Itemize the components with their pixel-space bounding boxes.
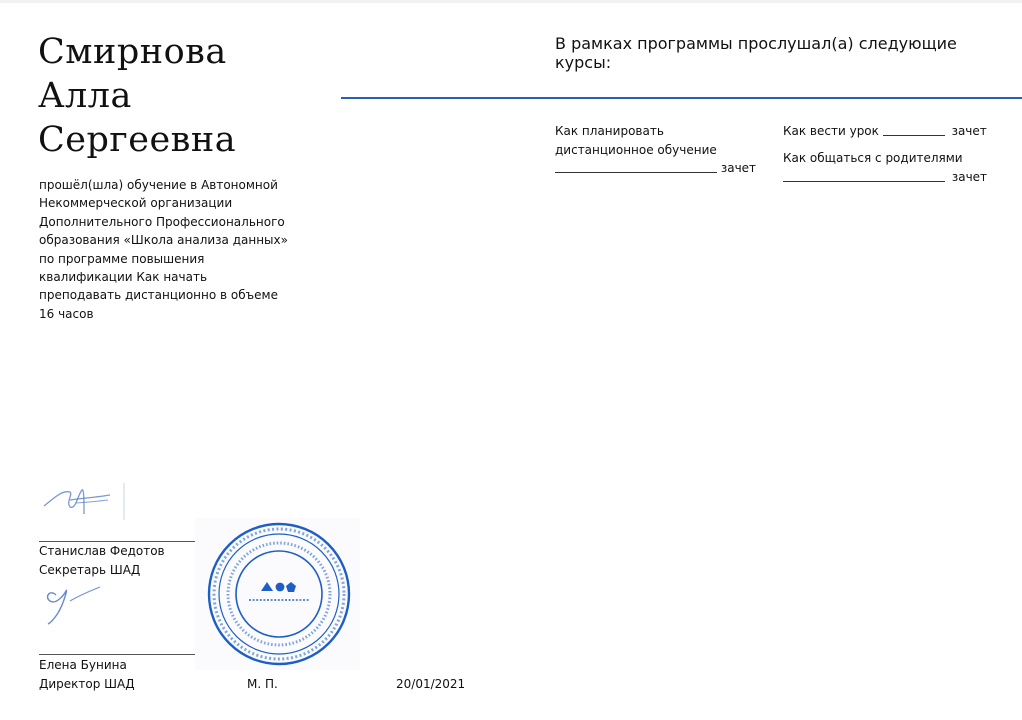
blank-line bbox=[883, 124, 945, 136]
signature-line bbox=[39, 654, 209, 655]
signatory-name: Елена Бунина bbox=[39, 658, 127, 672]
signatory-role: Директор ШАД bbox=[39, 676, 135, 691]
signatory-role: Секретарь ШАД bbox=[39, 562, 141, 577]
course-result: зачет bbox=[720, 161, 757, 175]
course-title: Как общаться с родителями bbox=[783, 151, 963, 165]
signatory-name: Станислав Федотов bbox=[39, 544, 165, 558]
organization-seal bbox=[195, 518, 360, 670]
course-title: Как планировать bbox=[555, 124, 664, 138]
course-result: зачет bbox=[951, 169, 988, 184]
recipient-surname: Смирнова bbox=[38, 32, 227, 72]
course-title: Как вести урок bbox=[783, 124, 879, 138]
course-item bbox=[783, 149, 1003, 186]
course-item bbox=[783, 122, 1003, 141]
completion-description: прошёл(шла) обучение в Автономной Некоммерческой организации Дополнительного Профессионального образования «Школа анализа данных» по программе повышения квалификации Как начать преподавать дистанционно в объеме 16 часов bbox=[39, 178, 288, 321]
signature-image bbox=[40, 480, 135, 525]
seal-place-label: М. П. bbox=[247, 677, 278, 691]
accent-divider bbox=[341, 97, 1022, 99]
course-item bbox=[555, 122, 765, 178]
blank-line bbox=[783, 170, 945, 182]
course-title-continued: дистанционное обучение bbox=[555, 142, 717, 157]
course-result: зачет bbox=[951, 124, 987, 138]
signature-image bbox=[40, 583, 110, 625]
page-top-edge bbox=[0, 0, 1022, 3]
issue-date: 20/01/2021 bbox=[396, 677, 466, 691]
recipient-patronymic: Сергеевна bbox=[38, 120, 237, 160]
blank-line bbox=[555, 161, 717, 173]
recipient-name bbox=[38, 30, 338, 162]
recipient-first-name: Алла bbox=[38, 76, 132, 116]
courses-intro: В рамках программы прослушал(а) следующие курсы: bbox=[555, 34, 957, 72]
